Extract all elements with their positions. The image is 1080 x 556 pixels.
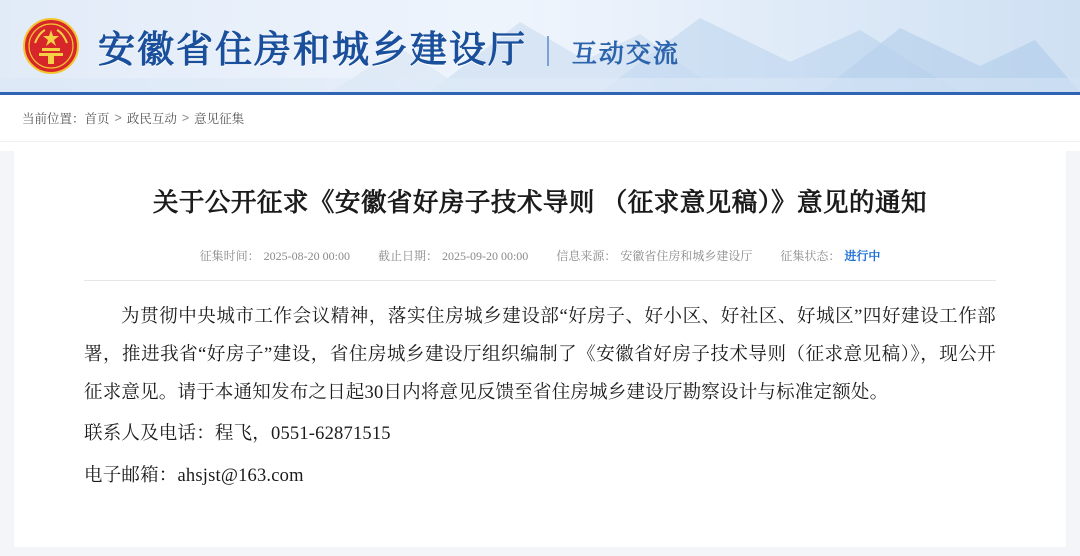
article-body (84, 281, 996, 497)
meta-source-value: 安徽省住房和城乡建设厅 (620, 248, 753, 263)
breadcrumb-label: 当前位置： (22, 112, 85, 126)
meta-source (556, 247, 752, 264)
breadcrumb-item-interaction[interactable]: 政民互动 (126, 112, 177, 126)
site-subtitle: 互动交流 (571, 41, 680, 68)
breadcrumb-separator: > (114, 111, 122, 125)
article-paragraph: 为贯彻中央城市工作会议精神，落实住房城乡建设部“好房子、好小区、好社区、好城区”四好建设工作部署，推进我省“好房子”建设，省住房城乡建设厅组织编制了《安徽省好房子技术导则（征求意见稿）》，现公开征求意见。请于本通知发布之日起30日内将意见反馈至省住房城乡建设厅勘察设计与标准定额处。 (84, 306, 996, 403)
email-line: 电子邮箱：ahsjst@163.com (84, 466, 304, 487)
site-header (0, 0, 1080, 95)
national-emblem-icon (22, 17, 80, 75)
breadcrumb-item-home[interactable]: 首页 (84, 112, 110, 126)
breadcrumb (0, 95, 1080, 142)
article-card (14, 151, 1066, 547)
contact-line: 联系人及电话：程飞，0551-62871515 (84, 424, 391, 445)
status-value: 进行中 (844, 248, 881, 263)
article-meta (84, 247, 996, 281)
status-label: 征集状态： (780, 248, 841, 263)
meta-source-label: 信息来源： (556, 248, 617, 263)
page-title: 关于公开征求《安徽省好房子技术导则 （征求意见稿）》意见的通知 (152, 188, 928, 217)
page-body (0, 151, 1080, 556)
status-badge (780, 247, 880, 264)
meta-deadline-label: 截止日期： (377, 248, 438, 263)
breadcrumb-separator: > (181, 111, 190, 125)
meta-deadline-value: 2025-09-20 00:00 (441, 248, 529, 263)
meta-collection-time-value: 2025-08-20 00:00 (263, 248, 350, 263)
meta-collection-time-label: 征集时间： (199, 248, 260, 263)
title-divider (547, 36, 549, 66)
breadcrumb-item-opinion-collection[interactable]: 意见征集 (194, 112, 245, 126)
meta-deadline (378, 247, 528, 264)
meta-collection-time (200, 247, 350, 264)
site-title: 安徽省住房和城乡建设厅 (98, 30, 527, 71)
